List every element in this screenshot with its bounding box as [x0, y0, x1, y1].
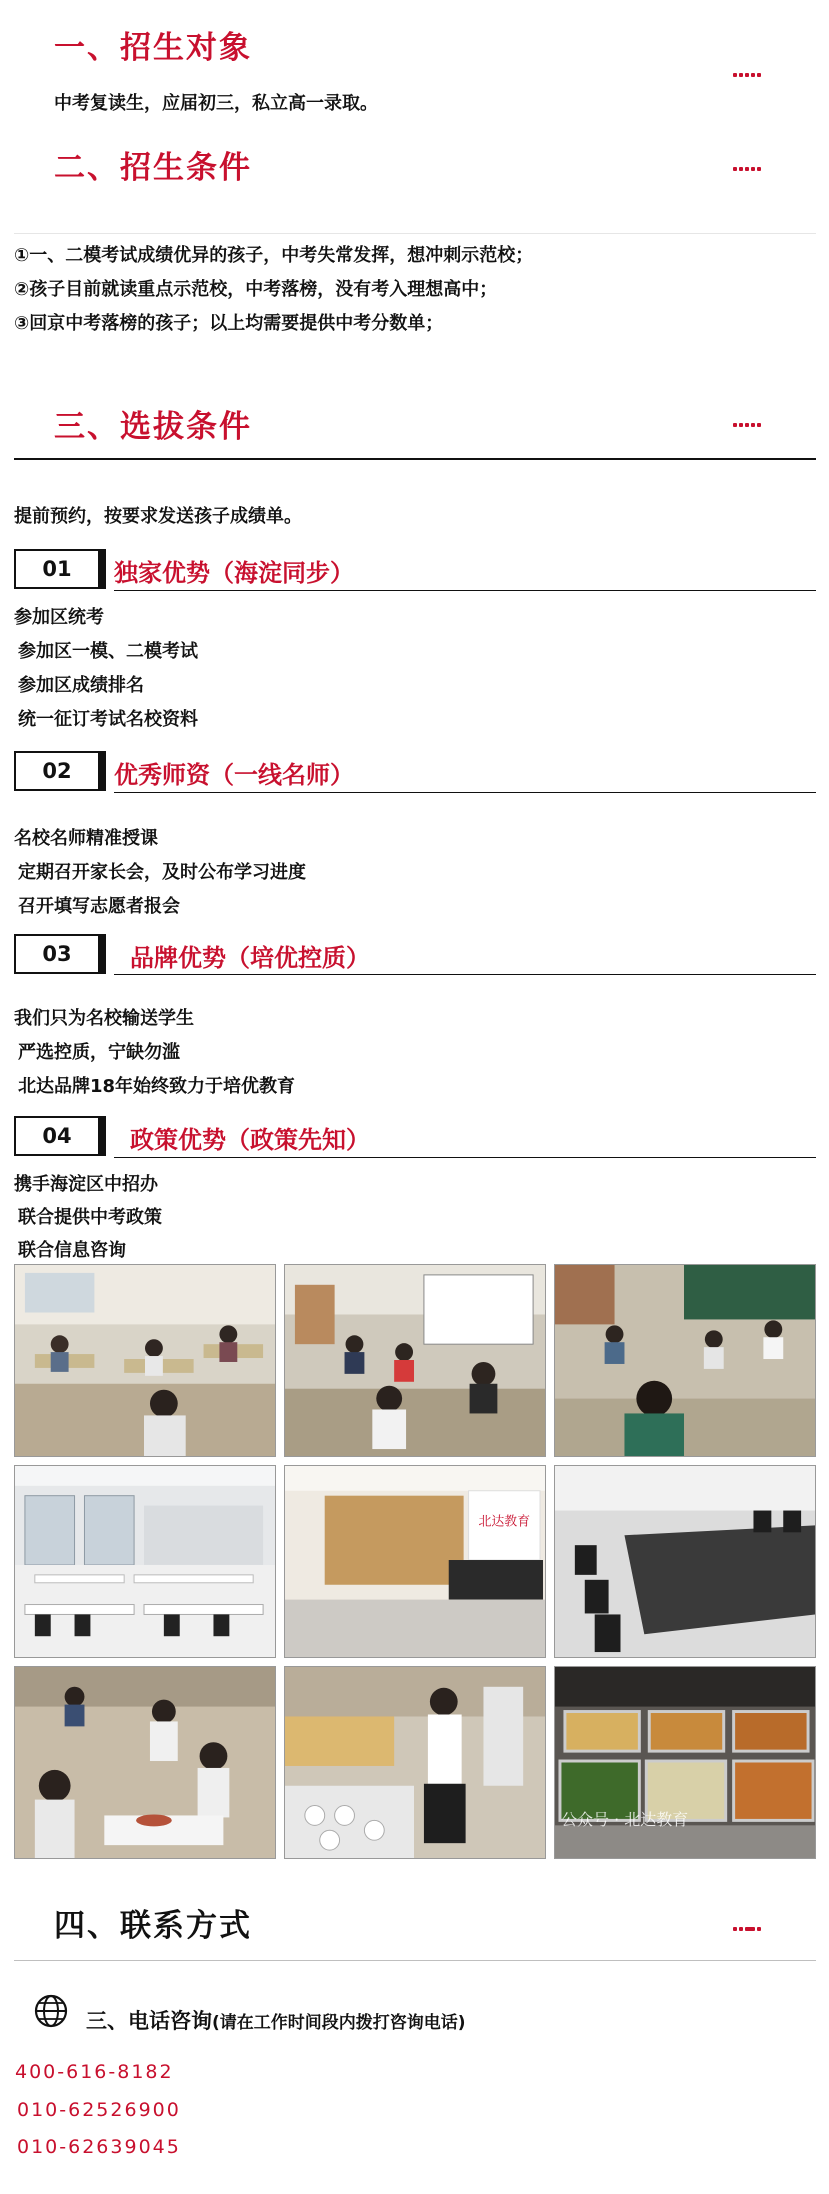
- block-line: 联合提供中考政策: [18, 1207, 162, 1228]
- decor-dots: [733, 158, 773, 164]
- section-title-admission-target: 一、招生对象: [54, 30, 252, 66]
- phone-heading-note: (请在工作时间段内拨打咨询电话): [212, 2013, 466, 2033]
- block-number-badge: 02: [14, 751, 100, 791]
- reception-hall-photo: [284, 1465, 546, 1658]
- block-line: 参加区统考: [14, 607, 104, 628]
- phone-number[interactable]: 010-62526900: [17, 2099, 181, 2121]
- condition-item: ②孩子目前就读重点示范校，中考落榜，没有考入理想高中；: [14, 279, 498, 300]
- section-title-selection-conditions: 三、选拔条件: [54, 409, 252, 445]
- divider: [14, 1960, 816, 1961]
- block-underline: [114, 974, 816, 975]
- block-underline: [114, 590, 816, 591]
- divider: [14, 233, 816, 234]
- admission-target-text: 中考复读生，应届初三，私立高一录取。: [54, 93, 378, 114]
- classroom-photo: [14, 1264, 276, 1457]
- block-number-badge: 01: [14, 549, 100, 589]
- phone-heading: [86, 2005, 466, 2035]
- phone-number[interactable]: 010-62639045: [17, 2136, 181, 2158]
- meeting-room-photo: [554, 1465, 816, 1658]
- block-title: 品牌优势（培优控质）: [130, 944, 370, 972]
- block-number-badge: 03: [14, 934, 100, 974]
- block-line: 参加区一模、二模考试: [18, 641, 198, 662]
- cafeteria-photo: [14, 1666, 276, 1859]
- buffet-dishes-photo: [554, 1666, 816, 1859]
- block-line: 携手海淀区中招办: [14, 1174, 158, 1195]
- food-counter-photo: [284, 1666, 546, 1859]
- condition-item: ①一、二模考试成绩优异的孩子，中考失常发挥，想冲刺示范校；: [14, 245, 534, 266]
- phone-number[interactable]: 400-616-8182: [15, 2061, 174, 2083]
- section-title-contact: 四、联系方式: [54, 1908, 252, 1944]
- decor-dots: [733, 1918, 773, 1924]
- globe-icon: [34, 1994, 68, 2028]
- sign-text: 北达教育: [478, 1514, 531, 1530]
- block-line: 名校名师精准授课: [14, 828, 158, 849]
- block-title: 优秀师资（一线名师）: [114, 761, 354, 789]
- block-line: 联合信息咨询: [18, 1240, 126, 1261]
- block-underline: [114, 1157, 816, 1158]
- condition-item: ③回京中考落榜的孩子；以上均需要提供中考分数单；: [14, 313, 444, 334]
- block-line: 我们只为名校输送学生: [14, 1008, 194, 1029]
- block-title: 独家优势（海淀同步）: [114, 559, 354, 587]
- block-line: 北达品牌18年始终致力于培优教育: [18, 1076, 296, 1097]
- watermark-text: 公众号 · 北达教育: [561, 1810, 689, 1829]
- block-line: 统一征订考试名校资料: [18, 709, 198, 730]
- block-line: 定期召开家长会，及时公布学习进度: [18, 862, 306, 883]
- selection-intro: 提前预约，按要求发送孩子成绩单。: [14, 506, 302, 527]
- classroom-photo: [554, 1264, 816, 1457]
- block-number-badge: 04: [14, 1116, 100, 1156]
- block-line: 参加区成绩排名: [18, 675, 144, 696]
- section-title-admission-conditions: 二、招生条件: [54, 150, 252, 186]
- block-line: 召开填写志愿者报会: [18, 896, 180, 917]
- block-line: 严选控质，宁缺勿滥: [18, 1042, 180, 1063]
- block-underline: [114, 792, 816, 793]
- decor-dots: [733, 64, 773, 70]
- empty-classroom-photo: [14, 1465, 276, 1658]
- phone-heading-label: 三、电话咨询: [86, 2009, 212, 2033]
- decor-dots: [733, 414, 773, 420]
- block-title: 政策优势（政策先知）: [130, 1126, 370, 1154]
- classroom-photo: [284, 1264, 546, 1457]
- section-rule: [14, 458, 816, 460]
